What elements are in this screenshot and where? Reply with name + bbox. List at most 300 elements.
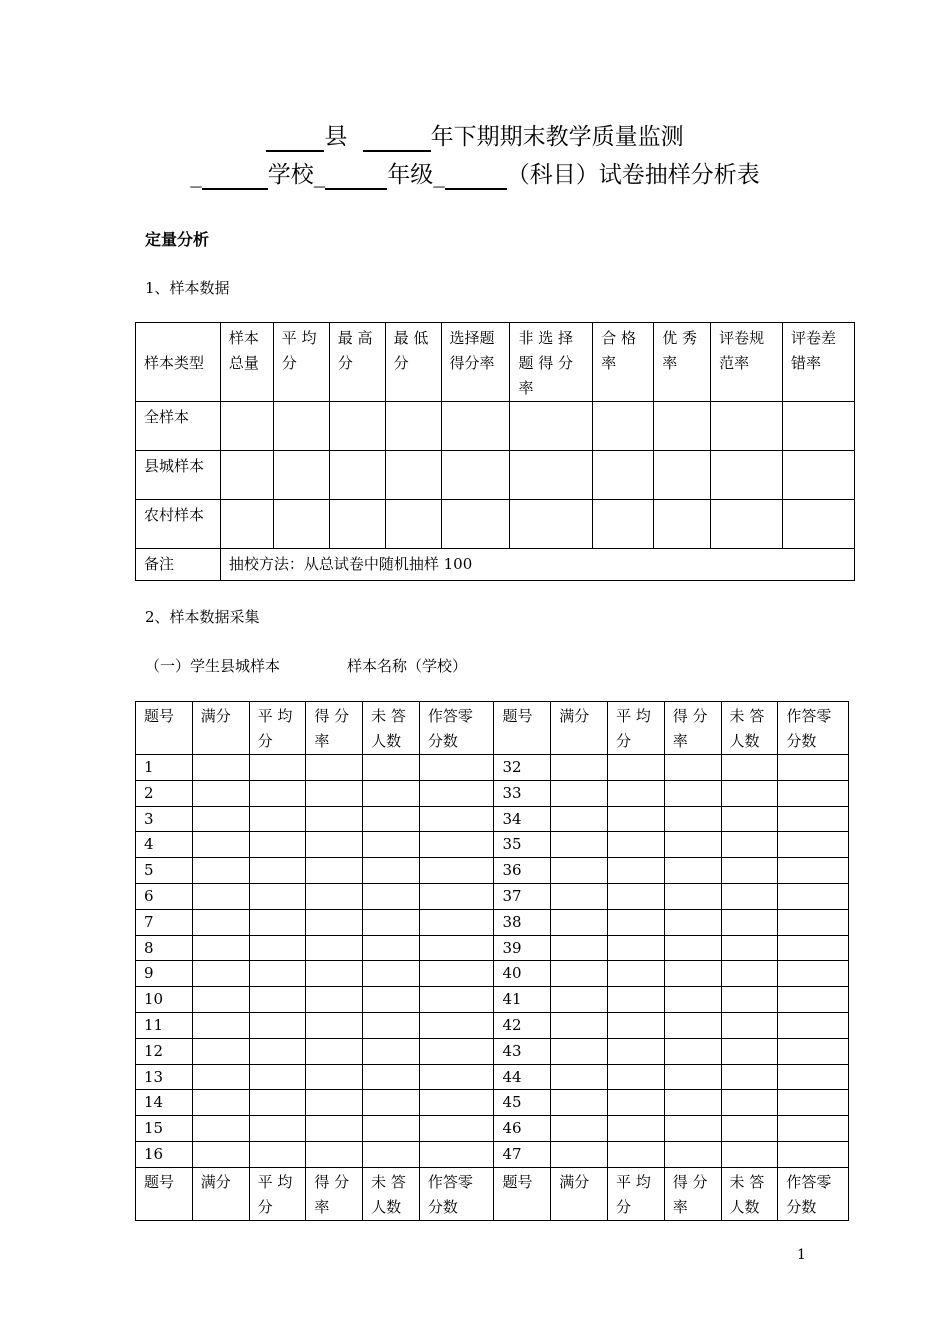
data-cell[interactable] xyxy=(192,883,249,909)
data-cell[interactable] xyxy=(306,1012,363,1038)
table-title: （科目）试卷抽样分析表 xyxy=(506,162,760,188)
data-cell[interactable] xyxy=(273,500,329,549)
data-cell[interactable] xyxy=(608,961,665,987)
data-cell[interactable] xyxy=(419,858,494,884)
data-cell[interactable] xyxy=(608,935,665,961)
data-cell[interactable] xyxy=(192,909,249,935)
data-cell[interactable] xyxy=(608,1116,665,1142)
data-cell[interactable] xyxy=(306,883,363,909)
page-number: 1 xyxy=(797,1247,806,1263)
question-number: 6 xyxy=(136,883,193,909)
data-cell[interactable] xyxy=(249,1141,306,1167)
data-cell[interactable] xyxy=(551,1116,608,1142)
data-cell[interactable] xyxy=(306,961,363,987)
sample-line-right: 样本名称（学校） xyxy=(347,657,468,675)
data-cell[interactable] xyxy=(711,451,783,500)
data-cell[interactable] xyxy=(192,1090,249,1116)
data-cell[interactable] xyxy=(329,402,385,451)
table-row xyxy=(136,1141,849,1167)
data-cell[interactable] xyxy=(551,1012,608,1038)
data-cell[interactable] xyxy=(664,1064,721,1090)
data-cell[interactable] xyxy=(192,1012,249,1038)
data-cell[interactable] xyxy=(306,1141,363,1167)
data-cell[interactable] xyxy=(721,806,778,832)
data-cell[interactable] xyxy=(778,780,849,806)
data-cell[interactable] xyxy=(249,883,306,909)
question-number: 34 xyxy=(494,806,551,832)
data-cell[interactable] xyxy=(778,1038,849,1064)
data-cell[interactable] xyxy=(363,909,420,935)
data-cell[interactable] xyxy=(778,883,849,909)
header-cell: 样本总量 xyxy=(220,323,273,402)
data-cell[interactable] xyxy=(510,451,593,500)
data-cell[interactable] xyxy=(419,780,494,806)
data-cell[interactable] xyxy=(249,858,306,884)
data-cell[interactable] xyxy=(363,1116,420,1142)
header-cell: 非 选 择题 得 分率 xyxy=(510,323,593,402)
data-cell[interactable] xyxy=(721,755,778,781)
data-cell[interactable] xyxy=(306,780,363,806)
data-cell[interactable] xyxy=(721,961,778,987)
header-cell: 平 均分 xyxy=(608,702,665,755)
data-cell[interactable] xyxy=(778,961,849,987)
header-cell: 题号 xyxy=(136,1167,193,1220)
note-row xyxy=(136,549,855,581)
data-cell[interactable] xyxy=(664,1090,721,1116)
data-cell[interactable] xyxy=(551,780,608,806)
header-cell: 样本类型 xyxy=(136,323,221,402)
data-cell[interactable] xyxy=(778,1064,849,1090)
data-cell[interactable] xyxy=(419,909,494,935)
table-row xyxy=(136,987,849,1013)
row-label: 县城样本 xyxy=(136,451,221,500)
data-cell[interactable] xyxy=(510,500,593,549)
row-label: 全样本 xyxy=(136,402,221,451)
header-cell: 满分 xyxy=(551,702,608,755)
table-header-row xyxy=(136,1167,849,1220)
header-cell: 作答零分数 xyxy=(778,702,849,755)
question-number: 39 xyxy=(494,935,551,961)
data-cell[interactable] xyxy=(608,832,665,858)
header-cell: 得 分率 xyxy=(306,1167,363,1220)
data-cell[interactable] xyxy=(721,909,778,935)
data-cell[interactable] xyxy=(721,832,778,858)
data-cell[interactable] xyxy=(551,858,608,884)
data-cell[interactable] xyxy=(363,858,420,884)
data-cell[interactable] xyxy=(783,500,855,549)
data-cell[interactable] xyxy=(419,883,494,909)
data-cell[interactable] xyxy=(249,1038,306,1064)
school-prefix: _ xyxy=(190,162,202,188)
data-cell[interactable] xyxy=(664,961,721,987)
question-number: 46 xyxy=(494,1116,551,1142)
school-blank xyxy=(202,164,268,190)
data-cell[interactable] xyxy=(551,935,608,961)
data-cell[interactable] xyxy=(192,858,249,884)
exam-title: 年下期期末教学质量监测 xyxy=(430,124,684,150)
sample-collection-table xyxy=(135,701,849,1221)
header-cell: 题号 xyxy=(494,702,551,755)
data-cell[interactable] xyxy=(551,961,608,987)
data-cell[interactable] xyxy=(510,402,593,451)
header-cell: 平 均分 xyxy=(273,323,329,402)
question-number: 16 xyxy=(136,1141,193,1167)
header-cell: 未 答人数 xyxy=(721,1167,778,1220)
data-cell[interactable] xyxy=(419,935,494,961)
data-cell[interactable] xyxy=(778,755,849,781)
data-cell[interactable] xyxy=(664,1141,721,1167)
data-cell[interactable] xyxy=(721,1141,778,1167)
data-cell[interactable] xyxy=(249,961,306,987)
data-cell[interactable] xyxy=(306,858,363,884)
table-header-row xyxy=(136,702,849,755)
data-cell[interactable] xyxy=(441,500,510,549)
subsection-sample-data: 1、样本数据 xyxy=(145,279,230,297)
data-cell[interactable] xyxy=(721,935,778,961)
data-cell[interactable] xyxy=(249,1012,306,1038)
data-cell[interactable] xyxy=(306,1038,363,1064)
table-row xyxy=(136,1064,849,1090)
data-cell[interactable] xyxy=(721,1038,778,1064)
data-cell[interactable] xyxy=(608,987,665,1013)
data-cell[interactable] xyxy=(664,806,721,832)
data-cell[interactable] xyxy=(249,935,306,961)
question-number: 42 xyxy=(494,1012,551,1038)
data-cell[interactable] xyxy=(654,500,711,549)
data-cell[interactable] xyxy=(664,1116,721,1142)
data-cell[interactable] xyxy=(249,1090,306,1116)
data-cell[interactable] xyxy=(363,961,420,987)
table-header-row xyxy=(136,323,855,402)
year-blank xyxy=(363,126,431,152)
data-cell[interactable] xyxy=(249,755,306,781)
sample-line-left: （一）学生县城样本 xyxy=(145,657,281,675)
data-cell[interactable] xyxy=(192,755,249,781)
data-cell[interactable] xyxy=(419,1116,494,1142)
note-text: 抽校方法：从总试卷中随机抽样 100 xyxy=(220,549,854,581)
table-row xyxy=(136,806,849,832)
data-cell[interactable] xyxy=(192,780,249,806)
data-cell[interactable] xyxy=(608,1090,665,1116)
data-cell[interactable] xyxy=(551,1038,608,1064)
table-row xyxy=(136,832,849,858)
data-cell[interactable] xyxy=(778,909,849,935)
header-cell: 得 分率 xyxy=(664,1167,721,1220)
data-cell[interactable] xyxy=(363,1038,420,1064)
data-cell[interactable] xyxy=(192,806,249,832)
data-cell[interactable] xyxy=(306,987,363,1013)
data-cell[interactable] xyxy=(608,1064,665,1090)
data-cell[interactable] xyxy=(608,780,665,806)
header-cell: 得 分率 xyxy=(306,702,363,755)
data-cell[interactable] xyxy=(721,780,778,806)
data-cell[interactable] xyxy=(306,935,363,961)
header-cell: 选择题得分率 xyxy=(441,323,510,402)
question-number: 3 xyxy=(136,806,193,832)
data-cell[interactable] xyxy=(664,780,721,806)
header-cell: 未 答人数 xyxy=(363,1167,420,1220)
data-cell[interactable] xyxy=(664,935,721,961)
data-cell[interactable] xyxy=(192,1064,249,1090)
data-cell[interactable] xyxy=(220,402,273,451)
data-cell[interactable] xyxy=(664,883,721,909)
header-cell: 未 答人数 xyxy=(721,702,778,755)
data-cell[interactable] xyxy=(778,832,849,858)
document-title-line2 xyxy=(0,160,950,190)
question-number: 14 xyxy=(136,1090,193,1116)
data-cell[interactable] xyxy=(721,1090,778,1116)
data-cell[interactable] xyxy=(783,402,855,451)
table-row xyxy=(136,883,849,909)
data-cell[interactable] xyxy=(419,1012,494,1038)
question-number: 35 xyxy=(494,832,551,858)
data-cell[interactable] xyxy=(306,806,363,832)
data-cell[interactable] xyxy=(721,1064,778,1090)
data-cell[interactable] xyxy=(608,1012,665,1038)
data-cell[interactable] xyxy=(654,402,711,451)
data-cell[interactable] xyxy=(778,987,849,1013)
header-cell: 评卷差错率 xyxy=(783,323,855,402)
data-cell[interactable] xyxy=(419,1064,494,1090)
table-row xyxy=(136,935,849,961)
header-cell: 合 格率 xyxy=(593,323,654,402)
question-number: 43 xyxy=(494,1038,551,1064)
data-cell[interactable] xyxy=(551,755,608,781)
data-cell[interactable] xyxy=(385,402,441,451)
table-row xyxy=(136,1038,849,1064)
header-cell: 平 均分 xyxy=(249,1167,306,1220)
data-cell[interactable] xyxy=(306,755,363,781)
question-number: 36 xyxy=(494,858,551,884)
data-cell[interactable] xyxy=(664,755,721,781)
question-number: 5 xyxy=(136,858,193,884)
data-cell[interactable] xyxy=(192,1116,249,1142)
data-cell[interactable] xyxy=(363,832,420,858)
table-row xyxy=(136,1116,849,1142)
data-cell[interactable] xyxy=(329,451,385,500)
table-row xyxy=(136,780,849,806)
header-cell: 最 高分 xyxy=(329,323,385,402)
data-cell[interactable] xyxy=(192,832,249,858)
data-cell[interactable] xyxy=(778,1116,849,1142)
data-cell[interactable] xyxy=(192,1038,249,1064)
data-cell[interactable] xyxy=(363,1141,420,1167)
data-cell[interactable] xyxy=(778,806,849,832)
header-cell: 得 分率 xyxy=(664,702,721,755)
data-cell[interactable] xyxy=(306,1090,363,1116)
data-cell[interactable] xyxy=(778,1090,849,1116)
data-cell[interactable] xyxy=(551,1064,608,1090)
data-cell[interactable] xyxy=(419,1141,494,1167)
data-cell[interactable] xyxy=(363,1012,420,1038)
table-row xyxy=(136,1090,849,1116)
data-cell[interactable] xyxy=(249,806,306,832)
data-cell[interactable] xyxy=(363,1064,420,1090)
question-number: 4 xyxy=(136,832,193,858)
data-cell[interactable] xyxy=(220,451,273,500)
data-cell[interactable] xyxy=(192,961,249,987)
document-title-line1 xyxy=(0,122,950,152)
data-cell[interactable] xyxy=(711,500,783,549)
data-cell[interactable] xyxy=(419,1090,494,1116)
header-cell: 优 秀率 xyxy=(654,323,711,402)
grade-blank xyxy=(325,164,387,190)
header-cell: 题号 xyxy=(136,702,193,755)
data-cell[interactable] xyxy=(385,451,441,500)
data-cell[interactable] xyxy=(608,1141,665,1167)
data-cell[interactable] xyxy=(419,832,494,858)
header-cell: 平 均分 xyxy=(608,1167,665,1220)
data-cell[interactable] xyxy=(363,806,420,832)
data-cell[interactable] xyxy=(419,806,494,832)
header-cell: 题号 xyxy=(494,1167,551,1220)
data-cell[interactable] xyxy=(608,858,665,884)
data-cell[interactable] xyxy=(419,755,494,781)
table-row xyxy=(136,961,849,987)
data-cell[interactable] xyxy=(249,1064,306,1090)
header-cell: 最 低分 xyxy=(385,323,441,402)
header-cell: 满分 xyxy=(192,702,249,755)
data-cell[interactable] xyxy=(249,780,306,806)
data-cell[interactable] xyxy=(608,883,665,909)
county-label: 县 xyxy=(324,124,348,150)
data-cell[interactable] xyxy=(329,500,385,549)
data-cell[interactable] xyxy=(249,909,306,935)
data-cell[interactable] xyxy=(664,832,721,858)
data-cell[interactable] xyxy=(306,909,363,935)
data-cell[interactable] xyxy=(551,832,608,858)
subject-blank xyxy=(445,164,507,190)
data-cell[interactable] xyxy=(551,806,608,832)
county-blank xyxy=(266,126,324,152)
data-cell[interactable] xyxy=(363,755,420,781)
header-cell: 作答零分数 xyxy=(778,1167,849,1220)
data-cell[interactable] xyxy=(551,987,608,1013)
sample-data-table xyxy=(135,322,855,581)
data-cell[interactable] xyxy=(273,451,329,500)
data-cell[interactable] xyxy=(664,987,721,1013)
data-cell[interactable] xyxy=(721,1116,778,1142)
subsection-sample-collection: 2、样本数据采集 xyxy=(145,608,260,626)
question-number: 15 xyxy=(136,1116,193,1142)
table-row xyxy=(136,451,855,500)
question-number: 12 xyxy=(136,1038,193,1064)
data-cell[interactable] xyxy=(608,806,665,832)
data-cell[interactable] xyxy=(273,402,329,451)
section-quantitative-analysis: 定量分析 xyxy=(145,230,210,249)
question-number: 11 xyxy=(136,1012,193,1038)
data-cell[interactable] xyxy=(778,1141,849,1167)
data-cell[interactable] xyxy=(608,755,665,781)
data-cell[interactable] xyxy=(306,1064,363,1090)
question-number: 2 xyxy=(136,780,193,806)
data-cell[interactable] xyxy=(664,1038,721,1064)
data-cell[interactable] xyxy=(778,858,849,884)
data-cell[interactable] xyxy=(721,858,778,884)
data-cell[interactable] xyxy=(192,987,249,1013)
header-cell: 未 答人数 xyxy=(363,702,420,755)
header-cell: 作答零分数 xyxy=(419,1167,494,1220)
question-number: 38 xyxy=(494,909,551,935)
data-cell[interactable] xyxy=(664,1012,721,1038)
grade-label: 年级_ xyxy=(387,162,445,188)
question-number: 44 xyxy=(494,1064,551,1090)
data-cell[interactable] xyxy=(783,451,855,500)
data-cell[interactable] xyxy=(249,1116,306,1142)
header-cell: 作答零分数 xyxy=(419,702,494,755)
header-cell: 评卷规范率 xyxy=(711,323,783,402)
data-cell[interactable] xyxy=(593,500,654,549)
data-cell[interactable] xyxy=(664,858,721,884)
data-cell[interactable] xyxy=(711,402,783,451)
data-cell[interactable] xyxy=(363,780,420,806)
school-label: 学校_ xyxy=(267,162,326,188)
data-cell[interactable] xyxy=(551,1090,608,1116)
data-cell[interactable] xyxy=(778,935,849,961)
data-cell[interactable] xyxy=(551,1141,608,1167)
data-cell[interactable] xyxy=(664,909,721,935)
table-row xyxy=(136,755,849,781)
data-cell[interactable] xyxy=(220,500,273,549)
header-cell: 平 均分 xyxy=(249,702,306,755)
data-cell[interactable] xyxy=(419,987,494,1013)
data-cell[interactable] xyxy=(441,402,510,451)
data-cell[interactable] xyxy=(608,909,665,935)
data-cell[interactable] xyxy=(249,832,306,858)
data-cell[interactable] xyxy=(385,500,441,549)
table-row xyxy=(136,402,855,451)
header-cell: 满分 xyxy=(551,1167,608,1220)
data-cell[interactable] xyxy=(363,935,420,961)
table-row xyxy=(136,1012,849,1038)
question-number: 47 xyxy=(494,1141,551,1167)
question-number: 41 xyxy=(494,987,551,1013)
question-number: 13 xyxy=(136,1064,193,1090)
data-cell[interactable] xyxy=(249,987,306,1013)
question-number: 32 xyxy=(494,755,551,781)
data-cell[interactable] xyxy=(363,883,420,909)
question-number: 37 xyxy=(494,883,551,909)
data-cell[interactable] xyxy=(593,402,654,451)
question-number: 45 xyxy=(494,1090,551,1116)
data-cell[interactable] xyxy=(306,832,363,858)
data-cell[interactable] xyxy=(192,935,249,961)
data-cell[interactable] xyxy=(721,883,778,909)
question-number: 33 xyxy=(494,780,551,806)
data-cell[interactable] xyxy=(419,1038,494,1064)
table-row xyxy=(136,858,849,884)
data-cell[interactable] xyxy=(419,961,494,987)
table-row xyxy=(136,909,849,935)
data-cell[interactable] xyxy=(608,1038,665,1064)
data-cell[interactable] xyxy=(551,883,608,909)
data-cell[interactable] xyxy=(778,1012,849,1038)
data-cell[interactable] xyxy=(654,451,711,500)
question-number: 40 xyxy=(494,961,551,987)
question-number: 10 xyxy=(136,987,193,1013)
data-cell[interactable] xyxy=(192,1141,249,1167)
data-cell[interactable] xyxy=(593,451,654,500)
data-cell[interactable] xyxy=(721,987,778,1013)
data-cell[interactable] xyxy=(363,987,420,1013)
data-cell[interactable] xyxy=(363,1090,420,1116)
header-cell: 满分 xyxy=(192,1167,249,1220)
data-cell[interactable] xyxy=(721,1012,778,1038)
question-number: 8 xyxy=(136,935,193,961)
data-cell[interactable] xyxy=(441,451,510,500)
data-cell[interactable] xyxy=(551,909,608,935)
data-cell[interactable] xyxy=(306,1116,363,1142)
